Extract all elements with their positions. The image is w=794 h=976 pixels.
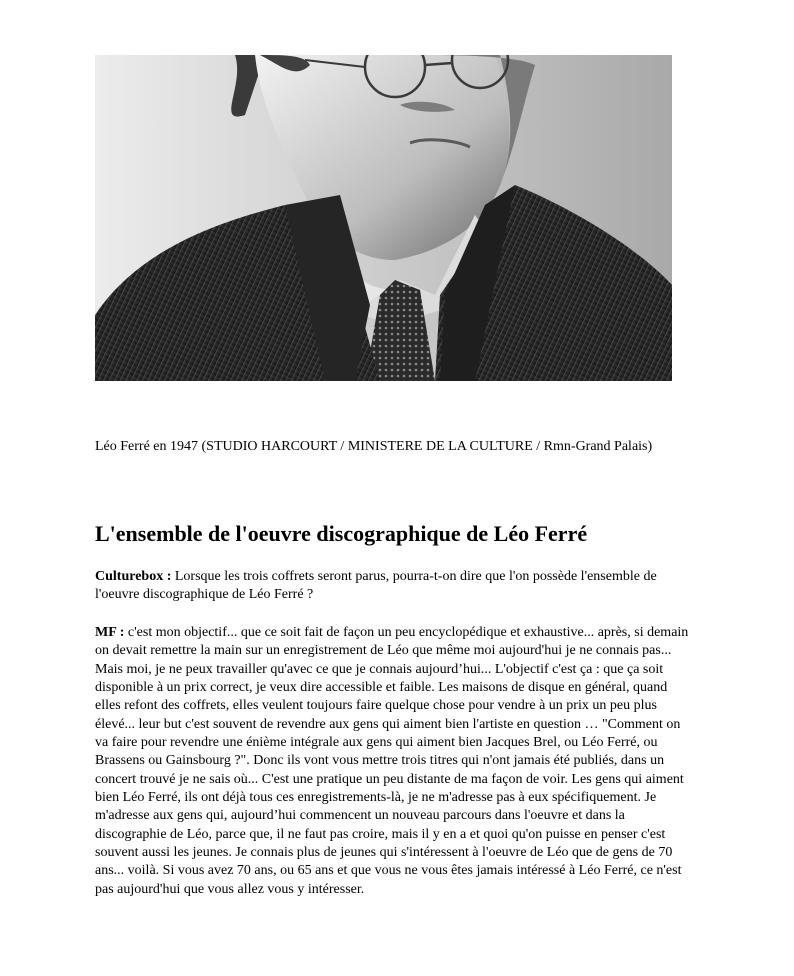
portrait-photo [95, 55, 672, 381]
interview-question [95, 568, 695, 605]
answer-text: c'est mon objectif... que ce soit fait de façon un peu encyclopédique et exhaustive... après, si demain on devait remettre la main sur un enregistrement de Léo que même moi aujourd'hui je ne connais pas... Mais moi, je ne peux travailler qu'avec ce que je connais aujourd’hui... L'objectif c'est ça : que ça soit disponible à un prix correct, je veux dire accessible et faible. Les maisons de disque en général, quand elles refont des coffrets, elles veulent toujours faire quelque chose pour vendre à un prix un peu plus élevé... leur but c'est souvent de revendre aux gens qui aiment bien l'artiste en question … "Comment on va faire pour revendre une énième intégrale aux gens qui aiment bien Jacques Brel, ou Léo Ferré, ou Brassens ou Gainsbourg ?". Donc ils vont vous mettre trois titres qui n'ont jamais été publiés, dans un concert trouvé je ne sais où... C'est une pratique un peu distante de ma façon de voir. Les gens qui aiment bien Léo Ferré, ils ont déjà tous ces enregistrements-là, je ne m'adresse pas à eux spécifiquement. Je m'adresse aux gens qui, aujourd’hui commencent un nouveau parcours dans l'oeuvre et dans la discographie de Léo, parce que, il ne faut pas croire, mais il y en a et quoi qu'on puisse en penser c'est souvent aussi les jeunes. Je connais plus de jeunes qui s'intéressent à l'oeuvre de Léo que de gens de 70 ans... voilà. Si vous avez 70 ans, ou 65 ans et que vous ne vous êtes jamais intéressé à Léo Ferré, ce n'est pas aujourd'hui que vous allez vous y intéresser. [95, 625, 689, 897]
portrait-illustration [95, 55, 672, 381]
photo-caption: Léo Ferré en 1947 (STUDIO HARCOURT / MINISTERE DE LA CULTURE / Rmn-Grand Palais) [95, 439, 653, 454]
speaker-label: MF : [95, 625, 125, 640]
speaker-label: Culturebox : [95, 569, 172, 584]
section-heading: L'ensemble de l'oeuvre discographique de Léo Ferré [95, 521, 588, 546]
question-text: Lorsque les trois coffrets seront parus, pourra-t-on dire que l'on possède l'ensemble de l'oeuvre discographique de Léo Ferré ? [95, 569, 657, 603]
interview-answer [95, 624, 695, 899]
